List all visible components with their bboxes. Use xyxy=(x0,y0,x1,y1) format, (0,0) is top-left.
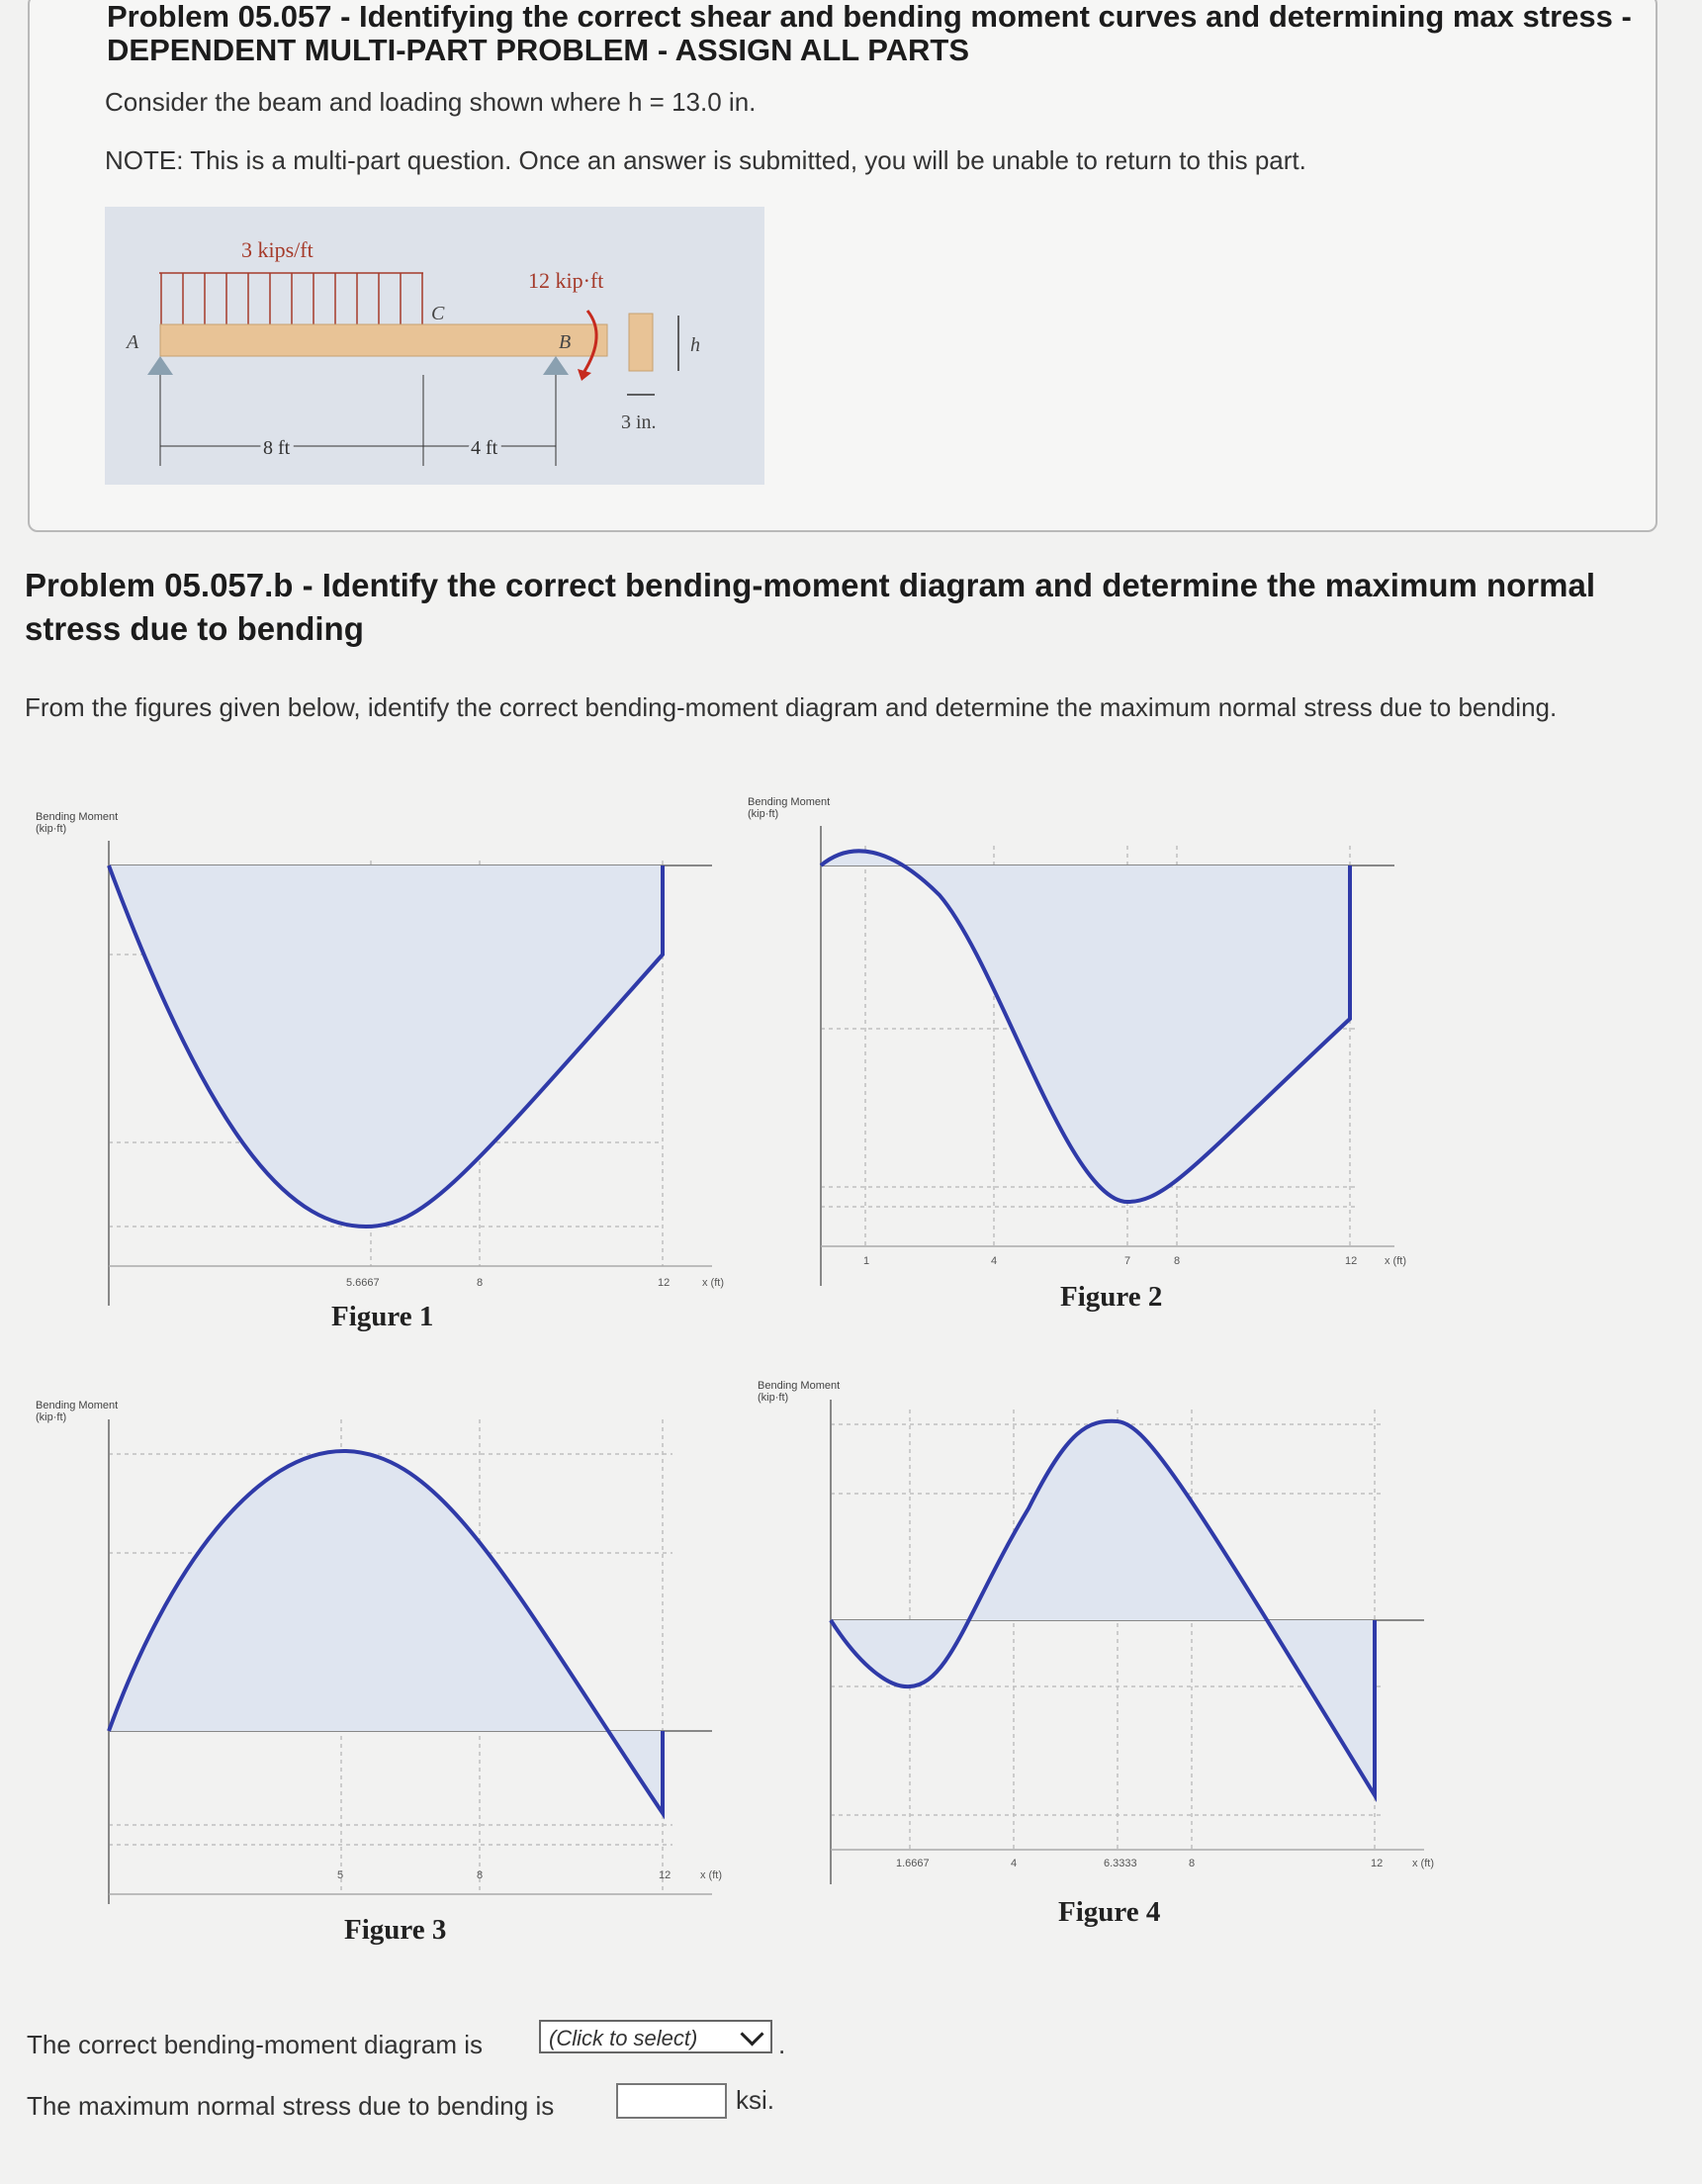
y-axis-label: Bending Moment (kip·ft) xyxy=(758,1380,841,1404)
tick-label: 1.6667 xyxy=(896,1858,930,1869)
figure-3-label: Figure 3 xyxy=(344,1914,447,1946)
figure-2-label: Figure 2 xyxy=(1060,1281,1163,1313)
problem-title: Problem 05.057 - Identifying the correct shear and bending moment curves and determining max stress - xyxy=(107,0,1632,34)
figure-4-label: Figure 4 xyxy=(1058,1896,1161,1928)
problem-note-text: NOTE: This is a multi-part question. Once an answer is submitted, you will be unable to return to this part. xyxy=(105,145,1306,175)
figure-1 xyxy=(30,801,742,1335)
moment-label: 12 kip·ft xyxy=(528,268,604,293)
y-axis-label: Bending Moment (kip·ft) xyxy=(36,811,119,835)
distributed-load-arrows xyxy=(161,273,422,324)
stress-answer-input[interactable] xyxy=(616,2083,727,2119)
x-axis-label: x (ft) xyxy=(700,1869,722,1881)
tick-label: 8 xyxy=(477,1869,484,1881)
figure-3 xyxy=(30,1380,742,1954)
tick-label: 1 xyxy=(863,1255,870,1267)
tick-label: 5.6667 xyxy=(346,1277,380,1289)
span1-label: 8 ft xyxy=(263,437,291,459)
load-label: 3 kips/ft xyxy=(241,237,314,262)
tick-label: 12 xyxy=(659,1869,672,1881)
figure-1-label: Figure 1 xyxy=(331,1301,434,1332)
dropdown-placeholder: (Click to select) xyxy=(549,2026,698,2050)
y-axis-label: Bending Moment (kip·ft) xyxy=(36,1400,119,1423)
chevron-down-icon xyxy=(740,2022,763,2046)
x-axis-label: x (ft) xyxy=(1385,1255,1406,1267)
tick-label: 12 xyxy=(1345,1255,1358,1267)
x-axis-label: x (ft) xyxy=(702,1277,724,1289)
figure-4 xyxy=(752,1370,1464,1944)
width-label: 3 in. xyxy=(621,411,657,433)
pin-support xyxy=(147,356,173,375)
problem-consider-text: Consider the beam and loading shown where h = 13.0 in. xyxy=(105,87,757,117)
stress-unit-label: ksi. xyxy=(736,2085,774,2115)
tick-label: 4 xyxy=(991,1255,998,1267)
point-a-label: A xyxy=(127,331,139,353)
tick-label: 12 xyxy=(1371,1858,1384,1869)
x-axis-label: x (ft) xyxy=(1412,1858,1434,1869)
tick-label: 12 xyxy=(658,1277,671,1289)
tick-label: 8 xyxy=(1174,1255,1181,1267)
y-axis-label: Bending Moment (kip·ft) xyxy=(748,796,831,820)
tick-label: 8 xyxy=(477,1277,484,1289)
tick-label: 7 xyxy=(1124,1255,1131,1267)
diagram-select-dropdown[interactable] xyxy=(539,2020,772,2053)
point-c-label: C xyxy=(431,303,445,324)
figure-2 xyxy=(742,786,1454,1320)
point-b-label: B xyxy=(559,331,572,353)
problem-subtitle: DEPENDENT MULTI-PART PROBLEM - ASSIGN ALL PARTS xyxy=(107,33,970,67)
tick-label: 4 xyxy=(1011,1858,1018,1869)
roller-support xyxy=(543,356,569,375)
part-b-heading: Problem 05.057.b - Identify the correct bending-moment diagram and determine the maximum normal stress due to bending xyxy=(25,567,1596,647)
part-b-instruction: From the figures given below, identify the correct bending-moment diagram and determine the maximum normal stress due to bending. xyxy=(25,692,1558,722)
cross-section xyxy=(629,314,653,371)
beam xyxy=(160,324,607,356)
tick-label: 8 xyxy=(1189,1858,1196,1869)
stress-question-text: The maximum normal stress due to bending is xyxy=(27,2091,555,2121)
sentence-period: . xyxy=(778,2030,786,2059)
beam-loading-figure xyxy=(105,207,764,485)
tick-label: 6.3333 xyxy=(1104,1858,1137,1869)
span2-label: 4 ft xyxy=(471,437,498,459)
diagram-question-text: The correct bending-moment diagram is xyxy=(27,2030,483,2059)
height-label: h xyxy=(690,334,700,356)
tick-label: 5 xyxy=(337,1869,344,1881)
